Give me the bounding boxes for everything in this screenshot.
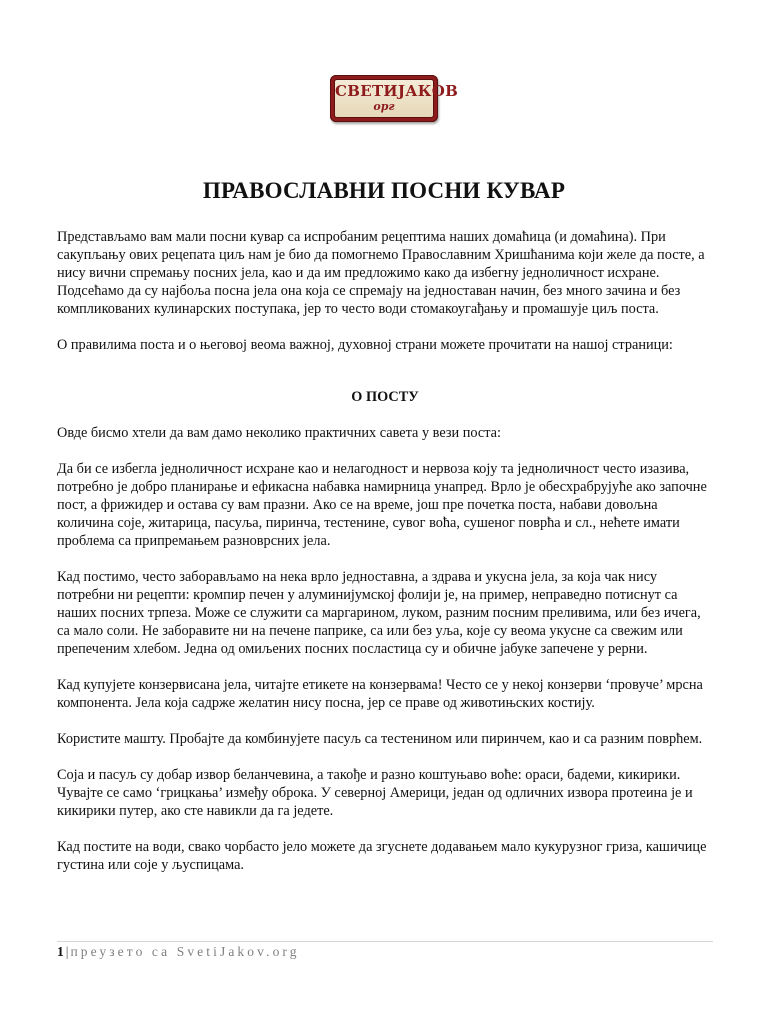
document-title: ПРАВОСЛАВНИ ПОСНИ КУВАР bbox=[202, 178, 566, 203]
section-paragraph: Соја и пасуљ су добар извор беланчевина, а такође и разно коштуњаво воће: ораси, бадеми, кикирики. Чувајте се само ‘грицкања’ између оброка. У северној Америци, један од одличних извора протеина је и кикирики путер, ако сте навикли да га једете. bbox=[57, 767, 693, 819]
section-heading: О ПОСТУ bbox=[351, 389, 419, 405]
logo-plate bbox=[334, 79, 459, 118]
section-paragraph: Користите машту. Пробајте да комбинујете пасуљ са тестенином или пиринчем, као и са разним поврћем. bbox=[57, 731, 703, 747]
footer-divider bbox=[57, 941, 713, 942]
logo-frame bbox=[330, 75, 459, 122]
footer-source: преузето са SvetiJakov.org bbox=[70, 944, 300, 959]
footer-separator: | bbox=[65, 944, 69, 959]
page-number: 1 bbox=[57, 944, 64, 959]
section-paragraph: Овде бисмо хтели да вам дамо неколико практичних савета у вези поста: bbox=[57, 425, 501, 441]
site-logo bbox=[330, 75, 459, 122]
section-paragraph: Кад постимо, често заборављамо на нека врло једноставна, а здрава и укусна јела, за која чак нису потребни ни рецепти: кромпир печен у алуминијумској фолији је, на пример, неправедно потиснут са наших посних трпеза. Може се служити са маргарином, луком, разним посним преливима, или без ичега, са мало соли. Не заборавите ни на печене паприке, са или без уља, које су веома укусне са свежим или препеченим хлебом. Једна од омиљених посних посластица су и обичне јабуке запечене у рерни. bbox=[57, 569, 701, 657]
intro-paragraph-2: О правилима поста и о његовој веома важној, духовној страни можете прочитати на нашој страници: bbox=[57, 337, 673, 353]
section-paragraph: Кад постите на води, свако чорбасто јело можете да згуснете додавањем мало кукурузног гриза, кашичице густина или соје у љуспицама. bbox=[57, 839, 707, 873]
page-footer bbox=[57, 944, 300, 960]
logo-main-text: СВЕТИЈАКОВ bbox=[335, 82, 459, 100]
logo-sub-text: орг bbox=[373, 100, 395, 113]
section-paragraph: Кад купујете конзервисана јела, читајте етикете на конзервама! Често се у некој конзерви ‘провуче’ мрсна компонента. Јела која садрже желатин нису посна, јер се праве од животињских костију. bbox=[57, 677, 703, 711]
document-body bbox=[57, 228, 713, 874]
section-paragraph: Да би се избегла једноличност исхране као и нелагодност и нервоза коју та једноличност често изазива, потребно је добро планирање и ефикасна набавка намирница унапред. Врло је обесхрабрујуће ако започне пост, а фрижидер и остава су вам празни. Ако се на време, још пре почетка поста, набави довољна количина соје, житарица, пасуља, пиринча, тестенине, сувог воћа, сушеног поврћа и сл., нећете имати проблема са припремањем разноврсних јела. bbox=[57, 461, 707, 549]
intro-paragraph-1: Представљамо вам мали посни кувар са испробаним рецептима наших домаћица (и домаћина). При сакупљању ових рецепата циљ нам је био да помогнемо Православним Хришћанима који желе да посте, а нису вични спремању посних јела, као и да им предложимо како да избегну једноличност исхране. Подсећамо да су најбоља посна јела она која се спремају на једноставан начин, без много зачина и без компликованих кулинарских поступака, јер то често води стомакоугађању и промашује циљ поста. bbox=[57, 229, 705, 317]
